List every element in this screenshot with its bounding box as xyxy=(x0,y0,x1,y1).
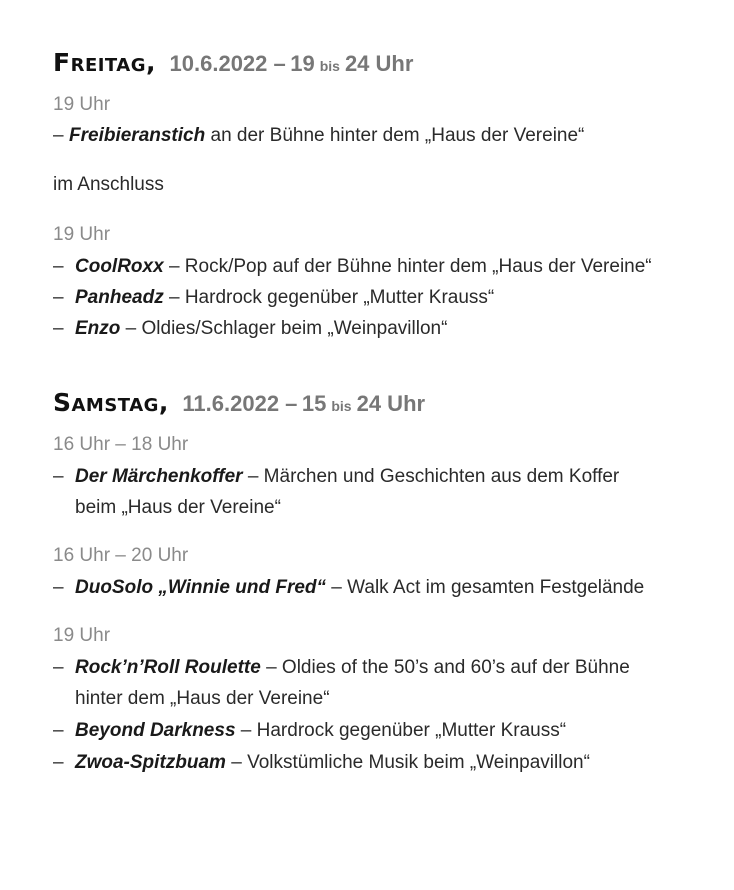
act-name: Rock’n’Roll Roulette xyxy=(75,657,261,678)
saturday-date: 11.6.2022 – xyxy=(182,391,298,416)
act-description: – Hardrock gegenüber „Mutter Krauss“ xyxy=(235,720,567,741)
act-description: – Rock/Pop auf der Bühne hinter dem „Haus der Vereine“ xyxy=(163,256,652,277)
friday-comma: , xyxy=(146,48,156,77)
act-description: – Märchen und Geschichten aus dem Koffer xyxy=(242,466,620,487)
saturday-end-time: 24 Uhr xyxy=(356,391,426,416)
act-name: Enzo xyxy=(75,318,121,339)
friday-date: 10.6.2022 – xyxy=(169,51,286,76)
saturday-entry-zwoa-spitzbuam xyxy=(53,752,590,774)
act-description: an der Bühne hinter dem „Haus der Vereine“ xyxy=(205,125,585,146)
saturday-heading xyxy=(53,388,425,417)
friday-entry-enzo xyxy=(53,318,447,340)
saturday-entry-maerchenkoffer xyxy=(53,466,619,488)
friday-entry-freibieranstich xyxy=(53,125,584,147)
entry-dash: – xyxy=(53,657,64,678)
entry-dash: – xyxy=(53,577,64,598)
saturday-start-time: 15 xyxy=(301,391,327,416)
saturday-entry-duosolo xyxy=(53,577,644,599)
act-name: Freibieranstich xyxy=(69,125,206,146)
act-description: – Walk Act im gesamten Festgelände xyxy=(326,577,645,598)
entry-dash: – xyxy=(53,466,64,487)
act-name: Zwoa-Spitzbuam xyxy=(75,752,226,773)
entry-dash: – xyxy=(53,125,64,146)
friday-bis: bis xyxy=(319,58,340,74)
friday-start-time: 19 xyxy=(290,51,315,76)
saturday-entry-rocknroll-roulette xyxy=(53,657,630,679)
saturday-entry-beyond-darkness xyxy=(53,720,566,742)
saturday-day-name: Samstag xyxy=(53,388,159,417)
friday-block2-time: 19 Uhr xyxy=(53,224,111,245)
act-description: – Oldies/Schlager beim „Weinpavillon“ xyxy=(120,318,448,339)
entry-dash: – xyxy=(53,752,64,773)
friday-entry-panheadz xyxy=(53,287,494,309)
friday-block1-time: 19 Uhr xyxy=(53,94,111,115)
act-description: – Oldies of the 50’s and 60’s auf der Bühne xyxy=(260,657,630,678)
saturday-bis: bis xyxy=(331,398,352,414)
saturday-entry-rocknroll-continuation: hinter dem „Haus der Vereine“ xyxy=(75,688,330,709)
act-description: – Volkstümliche Musik beim „Weinpavillon“ xyxy=(225,752,590,773)
saturday-entry-maerchenkoffer-continuation: beim „Haus der Vereine“ xyxy=(75,497,281,518)
act-name: CoolRoxx xyxy=(75,256,164,277)
entry-dash: – xyxy=(53,318,64,339)
act-name: Der Märchenkoffer xyxy=(75,466,243,487)
act-name: DuoSolo „Winnie und Fred“ xyxy=(75,577,327,598)
entry-dash: – xyxy=(53,287,64,308)
friday-connector: im Anschluss xyxy=(53,174,164,195)
saturday-block3-time: 19 Uhr xyxy=(53,625,111,646)
friday-heading xyxy=(53,48,413,77)
act-name: Beyond Darkness xyxy=(75,720,236,741)
act-name: Panheadz xyxy=(75,287,164,308)
saturday-comma: , xyxy=(158,388,169,417)
entry-dash: – xyxy=(53,256,64,277)
saturday-block2-time: 16 Uhr – 20 Uhr xyxy=(53,545,189,566)
friday-entry-coolroxx xyxy=(53,256,652,278)
friday-day-name: Freitag xyxy=(53,48,147,77)
saturday-block1-time: 16 Uhr – 18 Uhr xyxy=(53,434,189,455)
friday-end-time: 24 Uhr xyxy=(344,51,414,76)
act-description: – Hardrock gegenüber „Mutter Krauss“ xyxy=(163,287,495,308)
entry-dash: – xyxy=(53,720,64,741)
